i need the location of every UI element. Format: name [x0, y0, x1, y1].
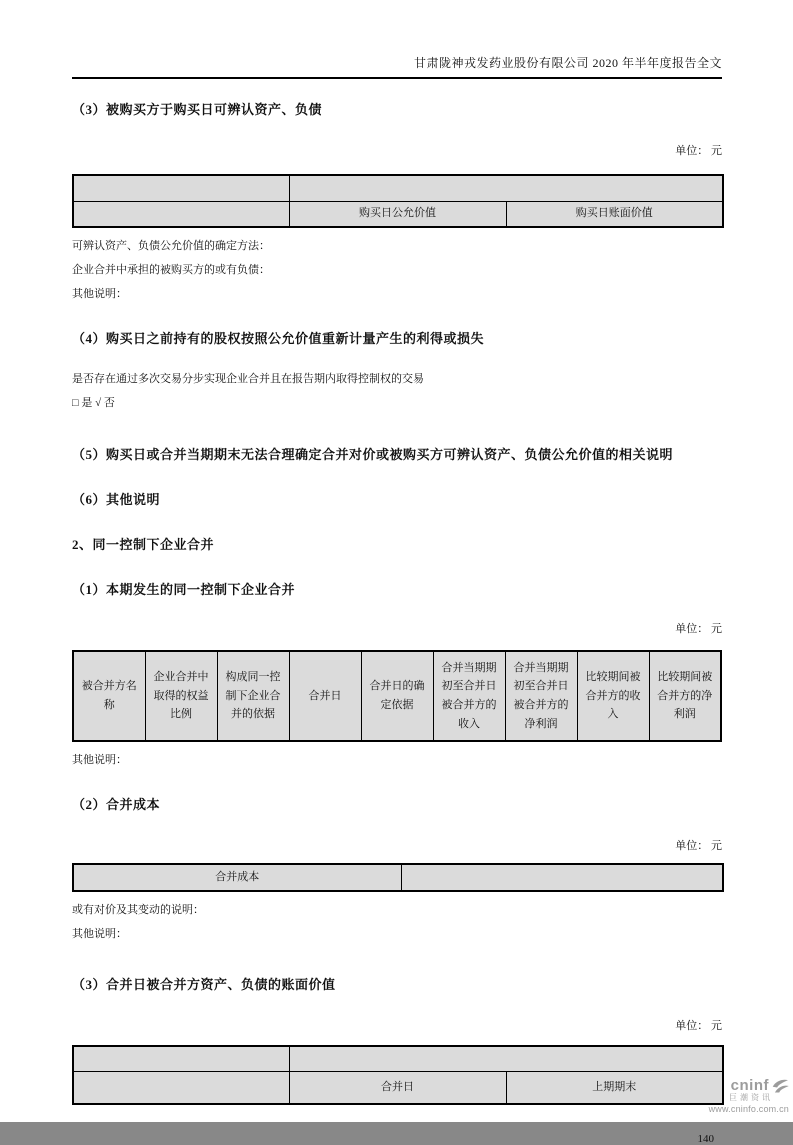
table-row: [73, 1046, 723, 1071]
empty-cell: [73, 1071, 289, 1104]
yes-no-checkbox: □ 是 √ 否: [72, 397, 115, 409]
cninfo-logo: [679, 1077, 789, 1114]
empty-cell: [73, 1046, 289, 1071]
col-basis-common-control: 构成同一控制下企业合并的依据: [217, 651, 289, 741]
cninfo-swirl-icon: [771, 1078, 789, 1094]
col-equity-ratio: 企业合并中取得的权益比例: [145, 651, 217, 741]
heading-book-value-merger-date: （3）合并日被合并方资产、负债的账面价值: [72, 977, 336, 992]
col-merged-party-name: 被合并方名称: [73, 651, 145, 741]
common-control-merger-table: [72, 650, 722, 742]
note-other-explanation-3: 其他说明：: [72, 928, 127, 940]
col-comparative-revenue: 比较期间被合并方的收入: [577, 651, 649, 741]
cninfo-url: www.cninfo.com.cn: [708, 1104, 789, 1114]
heading-remeasurement-gain-loss: （4）购买日之前持有的股权按照公允价值重新计量产生的利得或损失: [72, 331, 485, 346]
header-cell-fair-value: 购买日公允价值: [289, 201, 506, 227]
multi-step-transaction-question: 是否存在通过多次交易分步实现企业合并且在报告期内取得控制权的交易: [72, 373, 424, 385]
note-other-explanation-1: 其他说明：: [72, 288, 127, 300]
table-header-row: [73, 651, 721, 741]
header-cell-book-value: 购买日账面价值: [506, 201, 723, 227]
note-contingent-consideration: 或有对价及其变动的说明：: [72, 904, 204, 916]
unit-label-2: 单位： 元: [675, 623, 722, 635]
merger-cost-table: [72, 863, 724, 892]
heading-current-period-merger: （1）本期发生的同一控制下企业合并: [72, 582, 296, 597]
heading-unable-to-determine: （5）购买日或合并当期期末无法合理确定合并对价或被购买方可辨认资产、负债公允价值的相关说明: [72, 447, 674, 462]
col-net-profit-to-merger-date: 合并当期期初至合并日被合并方的净利润: [505, 651, 577, 741]
empty-cell: [73, 201, 289, 227]
empty-cell: [73, 175, 289, 201]
empty-cell: [401, 864, 723, 891]
document-header-title: 甘肃陇神戎发药业股份有限公司 2020 年半年度报告全文: [72, 0, 722, 79]
cninfo-chinese-name: 巨潮资讯: [729, 1093, 773, 1102]
col-merger-date-basis: 合并日的确定依据: [361, 651, 433, 741]
heading-other-explanation: （6）其他说明: [72, 492, 161, 507]
unit-label-4: 单位： 元: [675, 1020, 722, 1032]
header-cell-prior-period-end: 上期期末: [506, 1071, 723, 1104]
table-row: [73, 201, 723, 227]
note-determination-method: 可辨认资产、负债公允价值的确定方法：: [72, 240, 270, 252]
note-other-explanation-2: 其他说明：: [72, 754, 127, 766]
unit-label-1: 单位： 元: [675, 145, 722, 157]
heading-merger-cost: （2）合并成本: [72, 797, 161, 812]
col-revenue-to-merger-date: 合并当期期初至合并日被合并方的收入: [433, 651, 505, 741]
note-contingent-liabilities: 企业合并中承担的被购买方的或有负债：: [72, 264, 270, 276]
col-comparative-net-profit: 比较期间被合并方的净利润: [649, 651, 721, 741]
book-value-table: [72, 1045, 724, 1105]
cninfo-brand-text: cninf: [730, 1077, 769, 1094]
fair-value-table: [72, 174, 724, 228]
table-row: [73, 1071, 723, 1104]
header-cell-merger-cost: 合并成本: [73, 864, 401, 891]
empty-merged-cell: [289, 1046, 723, 1071]
page-content: [72, 99, 722, 1145]
table-row: [73, 864, 723, 891]
heading-common-control-merger: 2、同一控制下企业合并: [72, 537, 215, 552]
heading-identifiable-assets: （3）被购买方于购买日可辨认资产、负债: [72, 102, 323, 117]
table-row: [73, 175, 723, 201]
col-merger-date: 合并日: [289, 651, 361, 741]
empty-merged-cell: [289, 175, 723, 201]
unit-label-3: 单位： 元: [675, 840, 722, 852]
page-number: 140: [697, 1133, 714, 1145]
header-cell-merger-date: 合并日: [289, 1071, 506, 1104]
